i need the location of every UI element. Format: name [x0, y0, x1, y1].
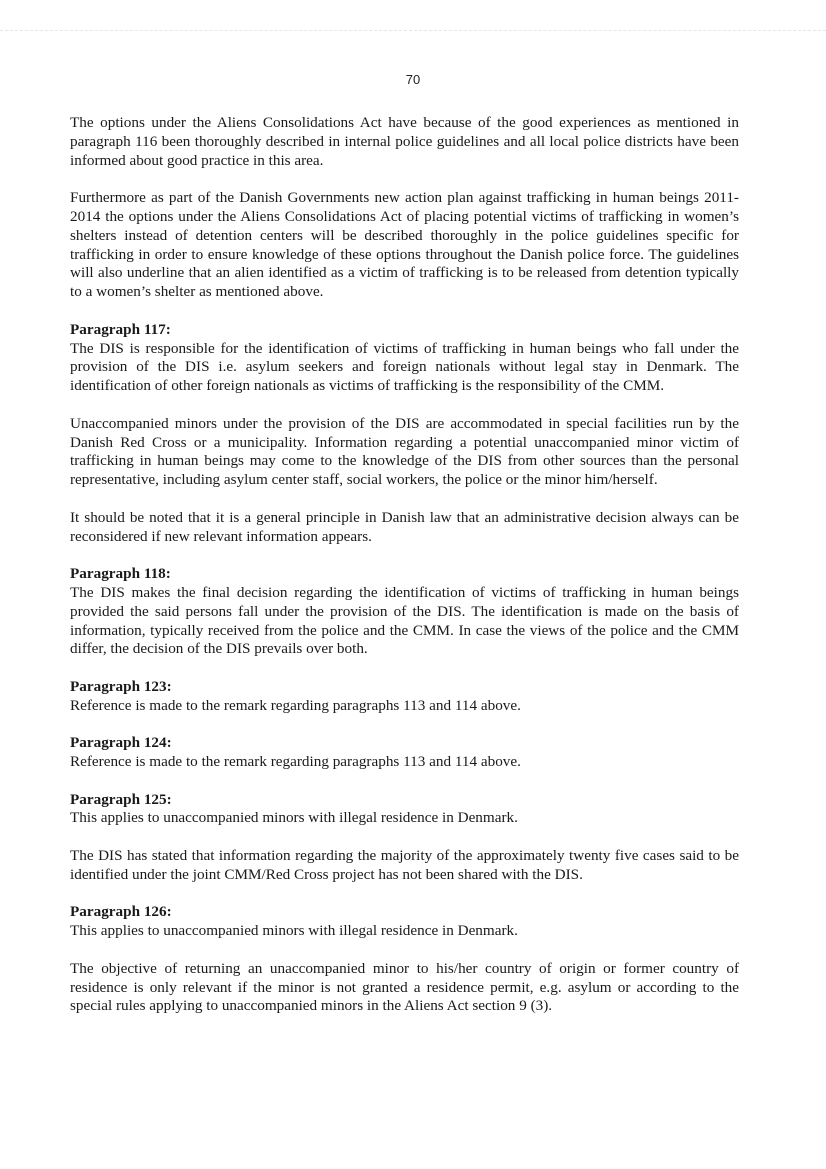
body-paragraph: Unaccompanied minors under the provision of the DIS are accommodated in special facilities run by the Danish Red Cross or a municipality. Information regarding a potential unaccompanied minor victim of trafficking in human beings may come to the knowledge of the DIS from other sources than the personal representative, including asylum center staff, social workers, the police or the minor him/herself.	[70, 414, 739, 489]
body-paragraph: Reference is made to the remark regarding paragraphs 113 and 114 above.	[70, 753, 521, 771]
scan-artifact-line	[0, 30, 826, 31]
document-body	[70, 114, 739, 1035]
body-paragraph: The options under the Aliens Consolidations Act have because of the good experiences as mentioned in paragraph 116 been thoroughly described in internal police guidelines and all local police districts have been informed about good practice in this area.	[70, 114, 739, 169]
section-heading: Paragraph 124:	[70, 734, 172, 752]
section-heading: Paragraph 118:	[70, 565, 171, 583]
body-paragraph: It should be noted that it is a general principle in Danish law that an administrative decision always can be reconsidered if new relevant information appears.	[70, 508, 739, 545]
body-paragraph: The DIS makes the final decision regarding the identification of victims of trafficking in human beings provided the said persons fall under the provision of the DIS. The identification is made on the basis of information, typically received from the police and the CMM. In case the views of the police and the CMM differ, the decision of the DIS prevails over both.	[70, 583, 739, 658]
body-paragraph: Furthermore as part of the Danish Governments new action plan against trafficking in human beings 2011-2014 the options under the Aliens Consolidations Act of placing potential victims of trafficking in women’s shelters instead of detention centers will be described thoroughly in the police guidelines specific for trafficking in order to ensure knowledge of these options throughout the Danish police force. The guidelines will also underline that an alien identified as a victim of trafficking is to be released from detention typically to a women’s shelter as mentioned above.	[70, 189, 739, 301]
section-heading: Paragraph 126:	[70, 903, 172, 921]
body-paragraph: The DIS is responsible for the identification of victims of trafficking in human beings who fall under the provision of the DIS i.e. asylum seekers and foreign nationals without legal stay in Denmark. The identification of other foreign nationals as victims of trafficking is the responsibility of the CMM.	[70, 339, 739, 395]
section-heading: Paragraph 117:	[70, 320, 171, 338]
body-paragraph: The objective of returning an unaccompanied minor to his/her country of origin or former country of residence is only relevant if the minor is not granted a residence permit, e.g. asylum or according to the special rules applying to unaccompanied minors in the Aliens Act section 9 (3).	[70, 959, 739, 1015]
page-number: 70	[405, 72, 421, 87]
body-paragraph: The DIS has stated that information regarding the majority of the approximately twenty five cases said to be identified under the joint CMM/Red Cross project has not been shared with the DIS.	[70, 847, 739, 883]
section-heading: Paragraph 125:	[70, 790, 172, 808]
body-paragraph: This applies to unaccompanied minors with illegal residence in Denmark.	[70, 922, 518, 940]
body-paragraph: Reference is made to the remark regarding paragraphs 113 and 114 above.	[70, 696, 521, 714]
body-paragraph: This applies to unaccompanied minors with illegal residence in Denmark.	[70, 809, 518, 827]
section-heading: Paragraph 123:	[70, 677, 172, 695]
